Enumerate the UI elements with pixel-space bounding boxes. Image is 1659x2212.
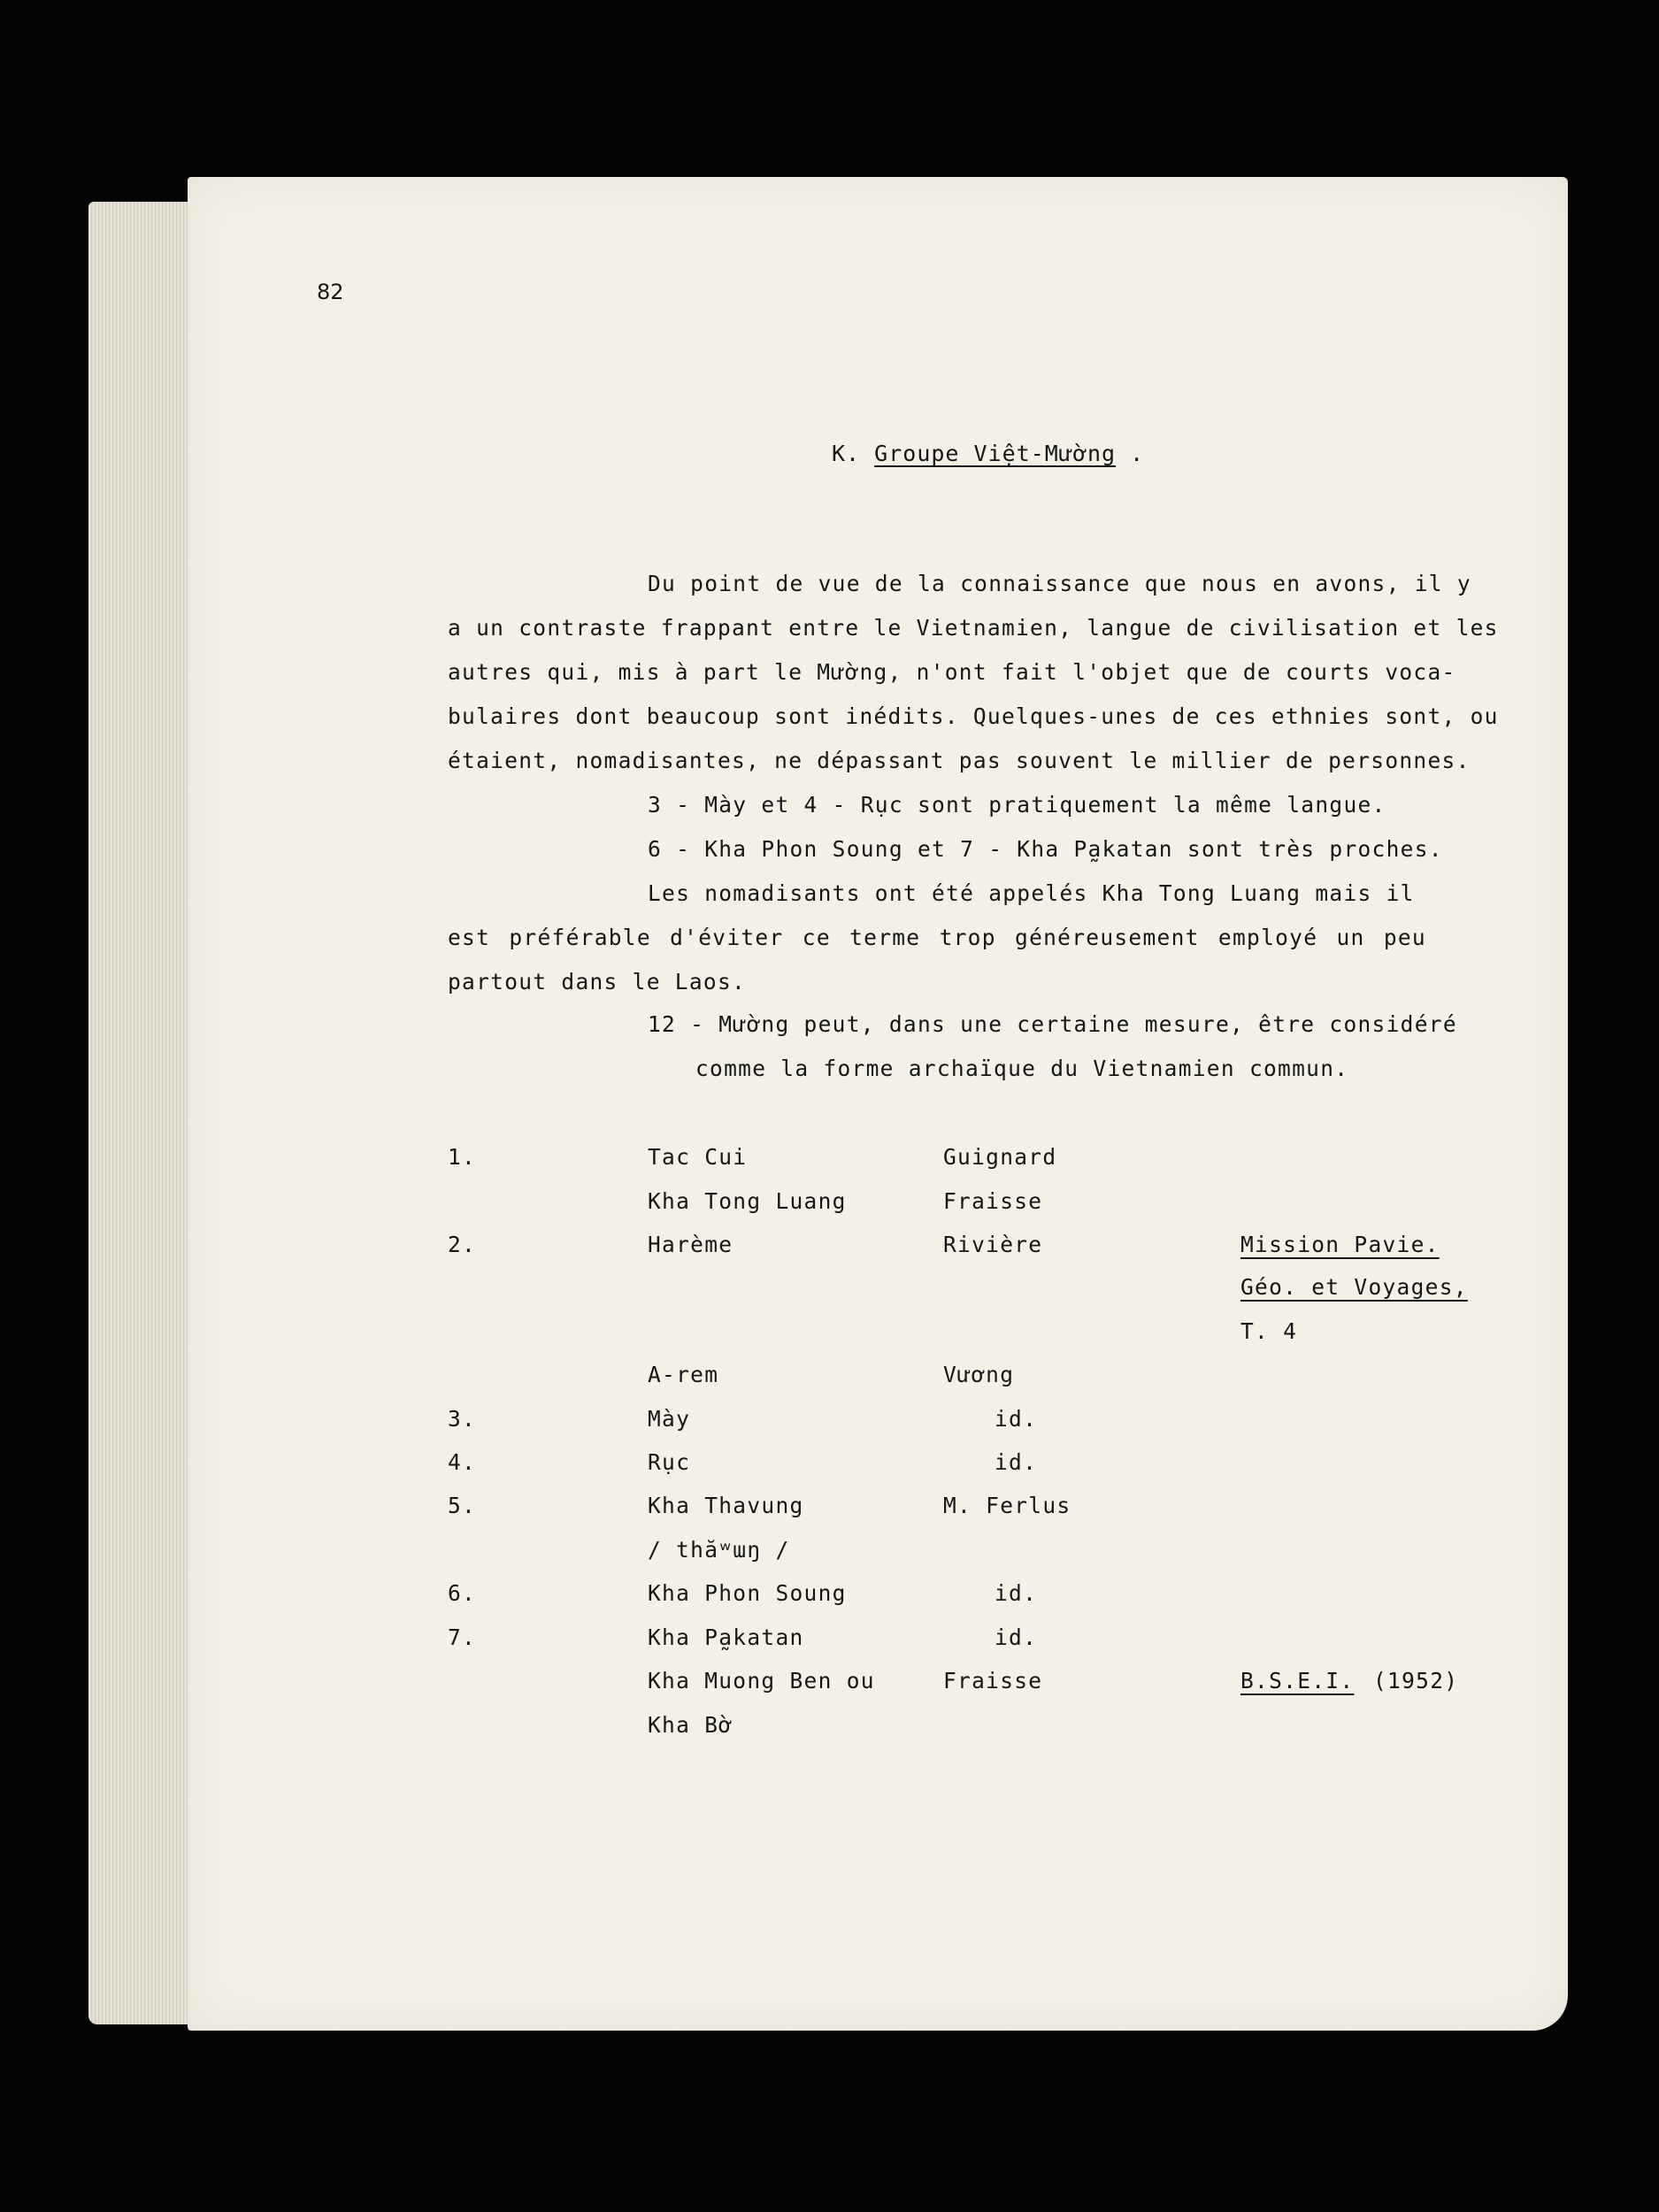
- row-number: 6.: [448, 1580, 477, 1606]
- author: Rivière: [943, 1232, 1043, 1257]
- ethnic-name: Rục: [648, 1449, 691, 1475]
- ethnic-name: A-rem: [648, 1362, 719, 1387]
- ethnic-name: Tac Cui: [648, 1144, 748, 1170]
- paragraph-line: bulaires dont beaucoup sont inédits. Quelques-unes de ces ethnies sont, ou: [448, 703, 1499, 729]
- row-number: 5.: [448, 1493, 477, 1518]
- ethnic-name: Mày: [648, 1406, 691, 1432]
- paragraph-line: Du point de vue de la connaissance que nous en avons, il y: [648, 571, 1471, 596]
- source: Mission Pavie.: [1240, 1232, 1440, 1257]
- page-stack-edge: [88, 202, 204, 2024]
- year: (1952): [1373, 1668, 1459, 1694]
- author: id.: [995, 1406, 1038, 1432]
- row-number: 1.: [448, 1144, 477, 1170]
- paragraph-line: étaient, nomadisantes, ne dépassant pas souvent le millier de personnes.: [448, 748, 1471, 773]
- heading-suffix: .: [1130, 441, 1145, 466]
- ethnic-name: Kha Pa̰katan: [648, 1624, 804, 1650]
- ethnic-name: Kha Phon Soung: [648, 1580, 847, 1606]
- paragraph-line: a un contraste frappant entre le Vietnamien, langue de civilisation et les: [448, 615, 1499, 641]
- paragraph-line: est préférable d'éviter ce terme trop généreusement employé un peu: [448, 925, 1426, 950]
- paragraph-line: 3 - Mày et 4 - Rục sont pratiquement la même langue.: [648, 792, 1386, 818]
- paragraph-line: comme la forme archaïque du Vietnamien commun.: [695, 1056, 1349, 1081]
- section-heading: [832, 441, 1144, 466]
- author: Fraisse: [943, 1188, 1043, 1214]
- author: id.: [995, 1449, 1038, 1475]
- paragraph-line: partout dans le Laos.: [448, 969, 747, 995]
- author: M. Ferlus: [943, 1493, 1071, 1518]
- paragraph-line: Les nomadisants ont été appelés Kha Tong Luang mais il: [648, 880, 1415, 906]
- source: Géo. et Voyages,: [1240, 1274, 1468, 1300]
- paragraph-line: 12 - Mường peut, dans une certaine mesure, être considéré: [648, 1011, 1457, 1037]
- ethnic-name: Kha Thavung: [648, 1493, 804, 1518]
- source: T. 4: [1240, 1318, 1298, 1344]
- author: Guignard: [943, 1144, 1057, 1170]
- source: B.S.E.I.: [1240, 1668, 1355, 1694]
- author: Vương: [943, 1362, 1015, 1387]
- page-number: 82: [317, 280, 344, 304]
- ethnic-name: Kha Bờ: [648, 1712, 733, 1738]
- ethnic-name: Kha Tong Luang: [648, 1188, 847, 1214]
- ethnic-name: Kha Muong Ben ou: [648, 1668, 875, 1694]
- ethnic-name: / thăʷɯŋ /: [648, 1537, 790, 1563]
- author: id.: [995, 1580, 1038, 1606]
- author: Fraisse: [943, 1668, 1043, 1694]
- paragraph-line: 6 - Kha Phon Soung et 7 - Kha Pa̰katan sont très proches.: [648, 836, 1443, 862]
- paragraph-line: autres qui, mis à part le Mường, n'ont fait l'objet que de courts voca-: [448, 659, 1456, 685]
- heading-title: Groupe Việt-Mường: [874, 441, 1117, 466]
- heading-prefix: K.: [832, 441, 861, 466]
- row-number: 2.: [448, 1232, 477, 1257]
- ethnic-name: Harème: [648, 1232, 733, 1257]
- row-number: 7.: [448, 1624, 477, 1650]
- author: id.: [995, 1624, 1038, 1650]
- row-number: 3.: [448, 1406, 477, 1432]
- row-number: 4.: [448, 1449, 477, 1475]
